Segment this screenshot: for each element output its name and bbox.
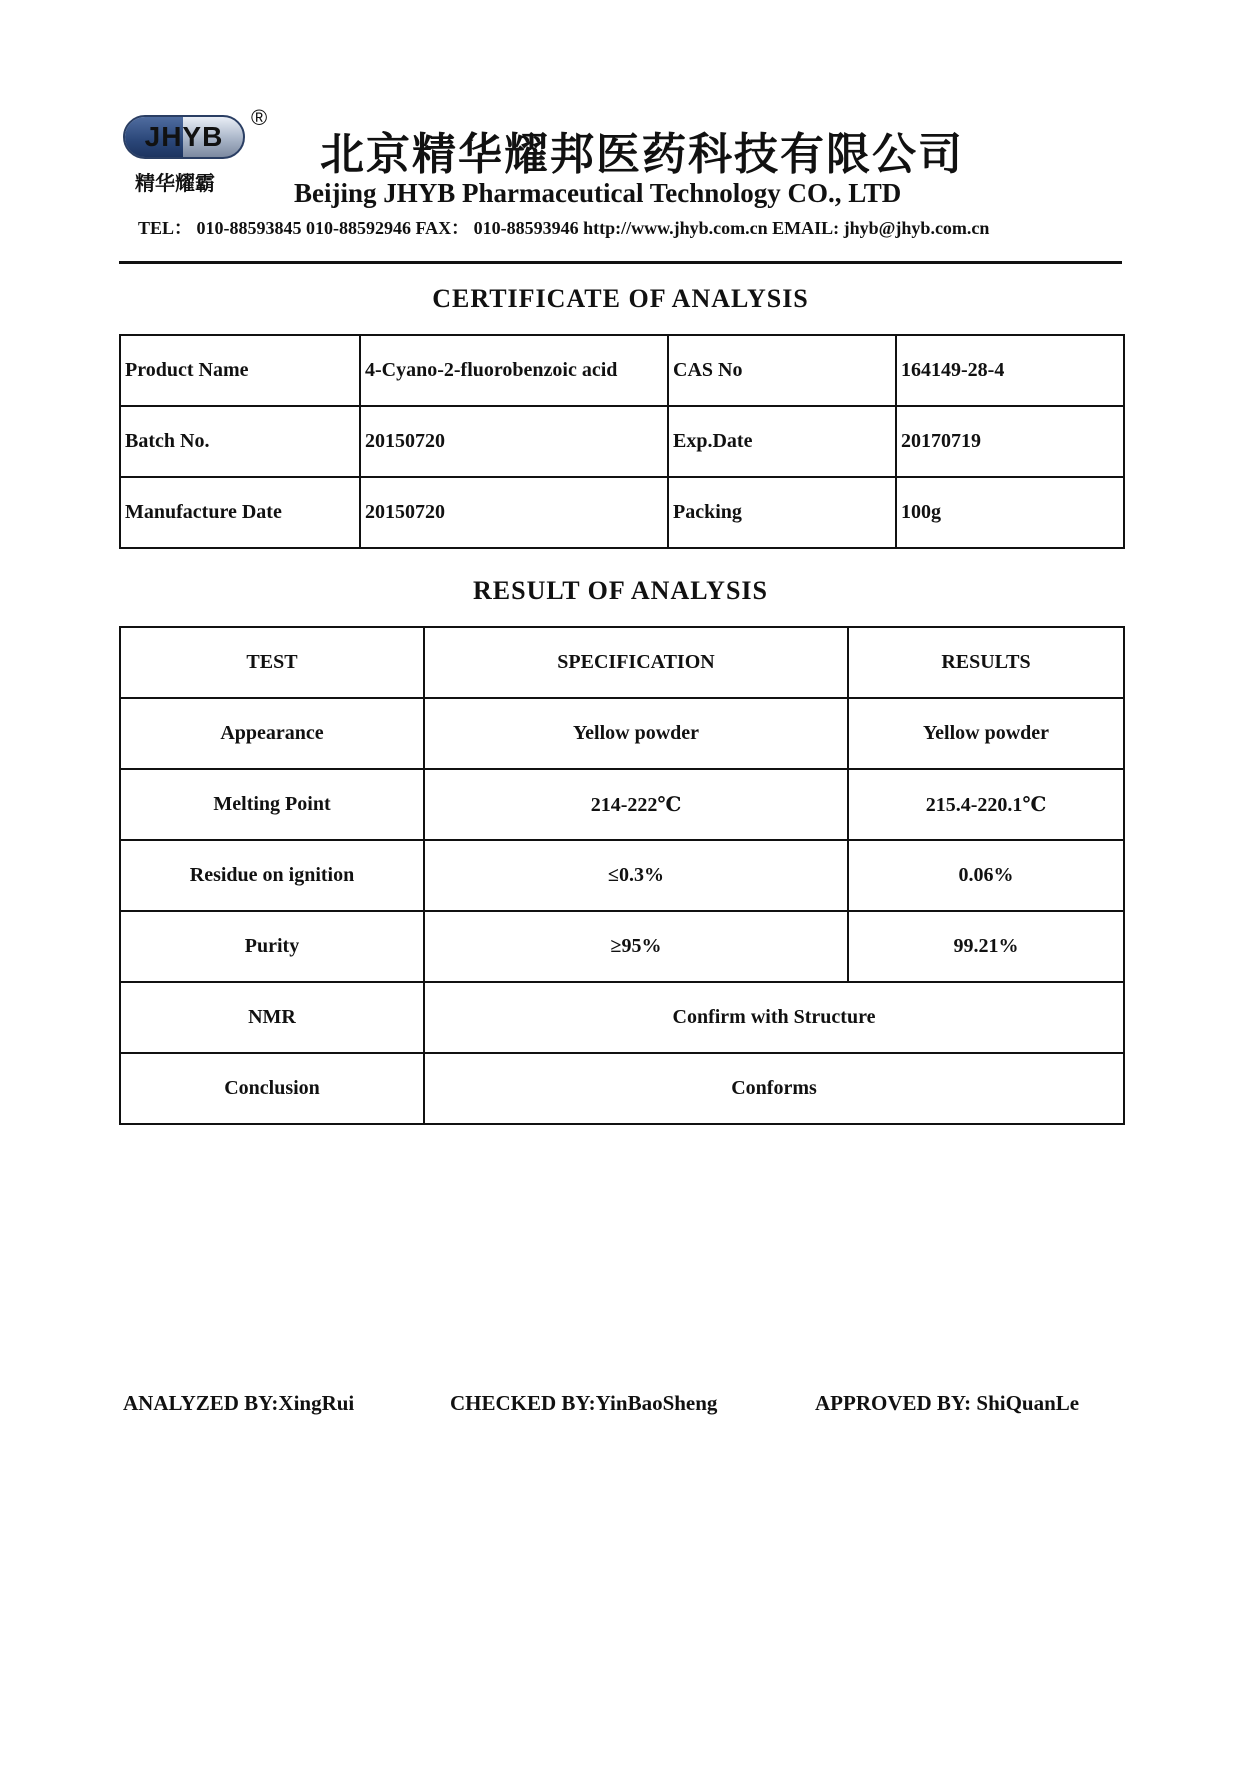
result-title: RESULT OF ANALYSIS [473, 576, 768, 605]
packing-label: Packing [668, 477, 896, 548]
test-name: Purity [120, 911, 424, 982]
specification-value: Yellow powder [424, 698, 848, 769]
result-row-conclusion [120, 1053, 1124, 1124]
result-row-appearance [120, 698, 1124, 769]
merged-result-value: Confirm with Structure [424, 982, 1124, 1053]
analyzed-by: ANALYZED BY:XingRui [123, 1391, 355, 1415]
specification-value: ≤0.3% [424, 840, 848, 911]
header-divider [119, 261, 1122, 264]
logo-chinese-name: 精华耀霸 [135, 171, 215, 195]
cas-no-value: 164149-28-4 [896, 335, 1124, 406]
approved-by: APPROVED BY: ShiQuanLe [815, 1391, 1080, 1415]
certificate-title: CERTIFICATE OF ANALYSIS [432, 284, 809, 313]
specification-value: ≥95% [424, 911, 848, 982]
company-logo [123, 105, 283, 200]
manufacture-date-value: 20150720 [360, 477, 668, 548]
result-row-nmr [120, 982, 1124, 1053]
result-value: 215.4-220.1℃ [848, 769, 1124, 840]
batch-no-value: 20150720 [360, 406, 668, 477]
result-value: Yellow powder [848, 698, 1124, 769]
result-header-row [120, 627, 1124, 698]
header-results: RESULTS [848, 627, 1124, 698]
test-name: Melting Point [120, 769, 424, 840]
logo-text: JHYB [144, 121, 224, 152]
packing-value: 100g [896, 477, 1124, 548]
product-info-table [119, 334, 1125, 549]
info-row-product [120, 335, 1124, 406]
batch-no-label: Batch No. [120, 406, 360, 477]
result-table [119, 626, 1125, 1125]
result-value: 99.21% [848, 911, 1124, 982]
test-name: NMR [120, 982, 424, 1053]
exp-date-value: 20170719 [896, 406, 1124, 477]
contact-line: TEL： 010-88593845 010-88592946 FAX： 010-88593946 http://www.jhyb.com.cn EMAIL: jhyb@jhyb.com.cn [138, 218, 990, 238]
checked-by: CHECKED BY:YinBaoSheng [450, 1391, 718, 1415]
product-name-label: Product Name [120, 335, 360, 406]
result-value: 0.06% [848, 840, 1124, 911]
header-test: TEST [120, 627, 424, 698]
test-name: Conclusion [120, 1053, 424, 1124]
specification-value: 214-222℃ [424, 769, 848, 840]
manufacture-date-label: Manufacture Date [120, 477, 360, 548]
cas-no-label: CAS No [668, 335, 896, 406]
test-name: Appearance [120, 698, 424, 769]
info-row-manufacture [120, 477, 1124, 548]
company-name-chinese: 北京精华耀邦医药科技有限公司 [320, 129, 964, 180]
registered-mark: ® [251, 105, 268, 130]
header-specification: SPECIFICATION [424, 627, 848, 698]
merged-result-value: Conforms [424, 1053, 1124, 1124]
product-name-value: 4-Cyano-2-fluorobenzoic acid [360, 335, 668, 406]
result-row-residue [120, 840, 1124, 911]
test-name: Residue on ignition [120, 840, 424, 911]
info-row-batch [120, 406, 1124, 477]
company-name-english: Beijing JHYB Pharmaceutical Technology CO., LTD [294, 178, 902, 208]
result-row-purity [120, 911, 1124, 982]
exp-date-label: Exp.Date [668, 406, 896, 477]
logo-pill [123, 115, 245, 159]
result-row-melting-point [120, 769, 1124, 840]
